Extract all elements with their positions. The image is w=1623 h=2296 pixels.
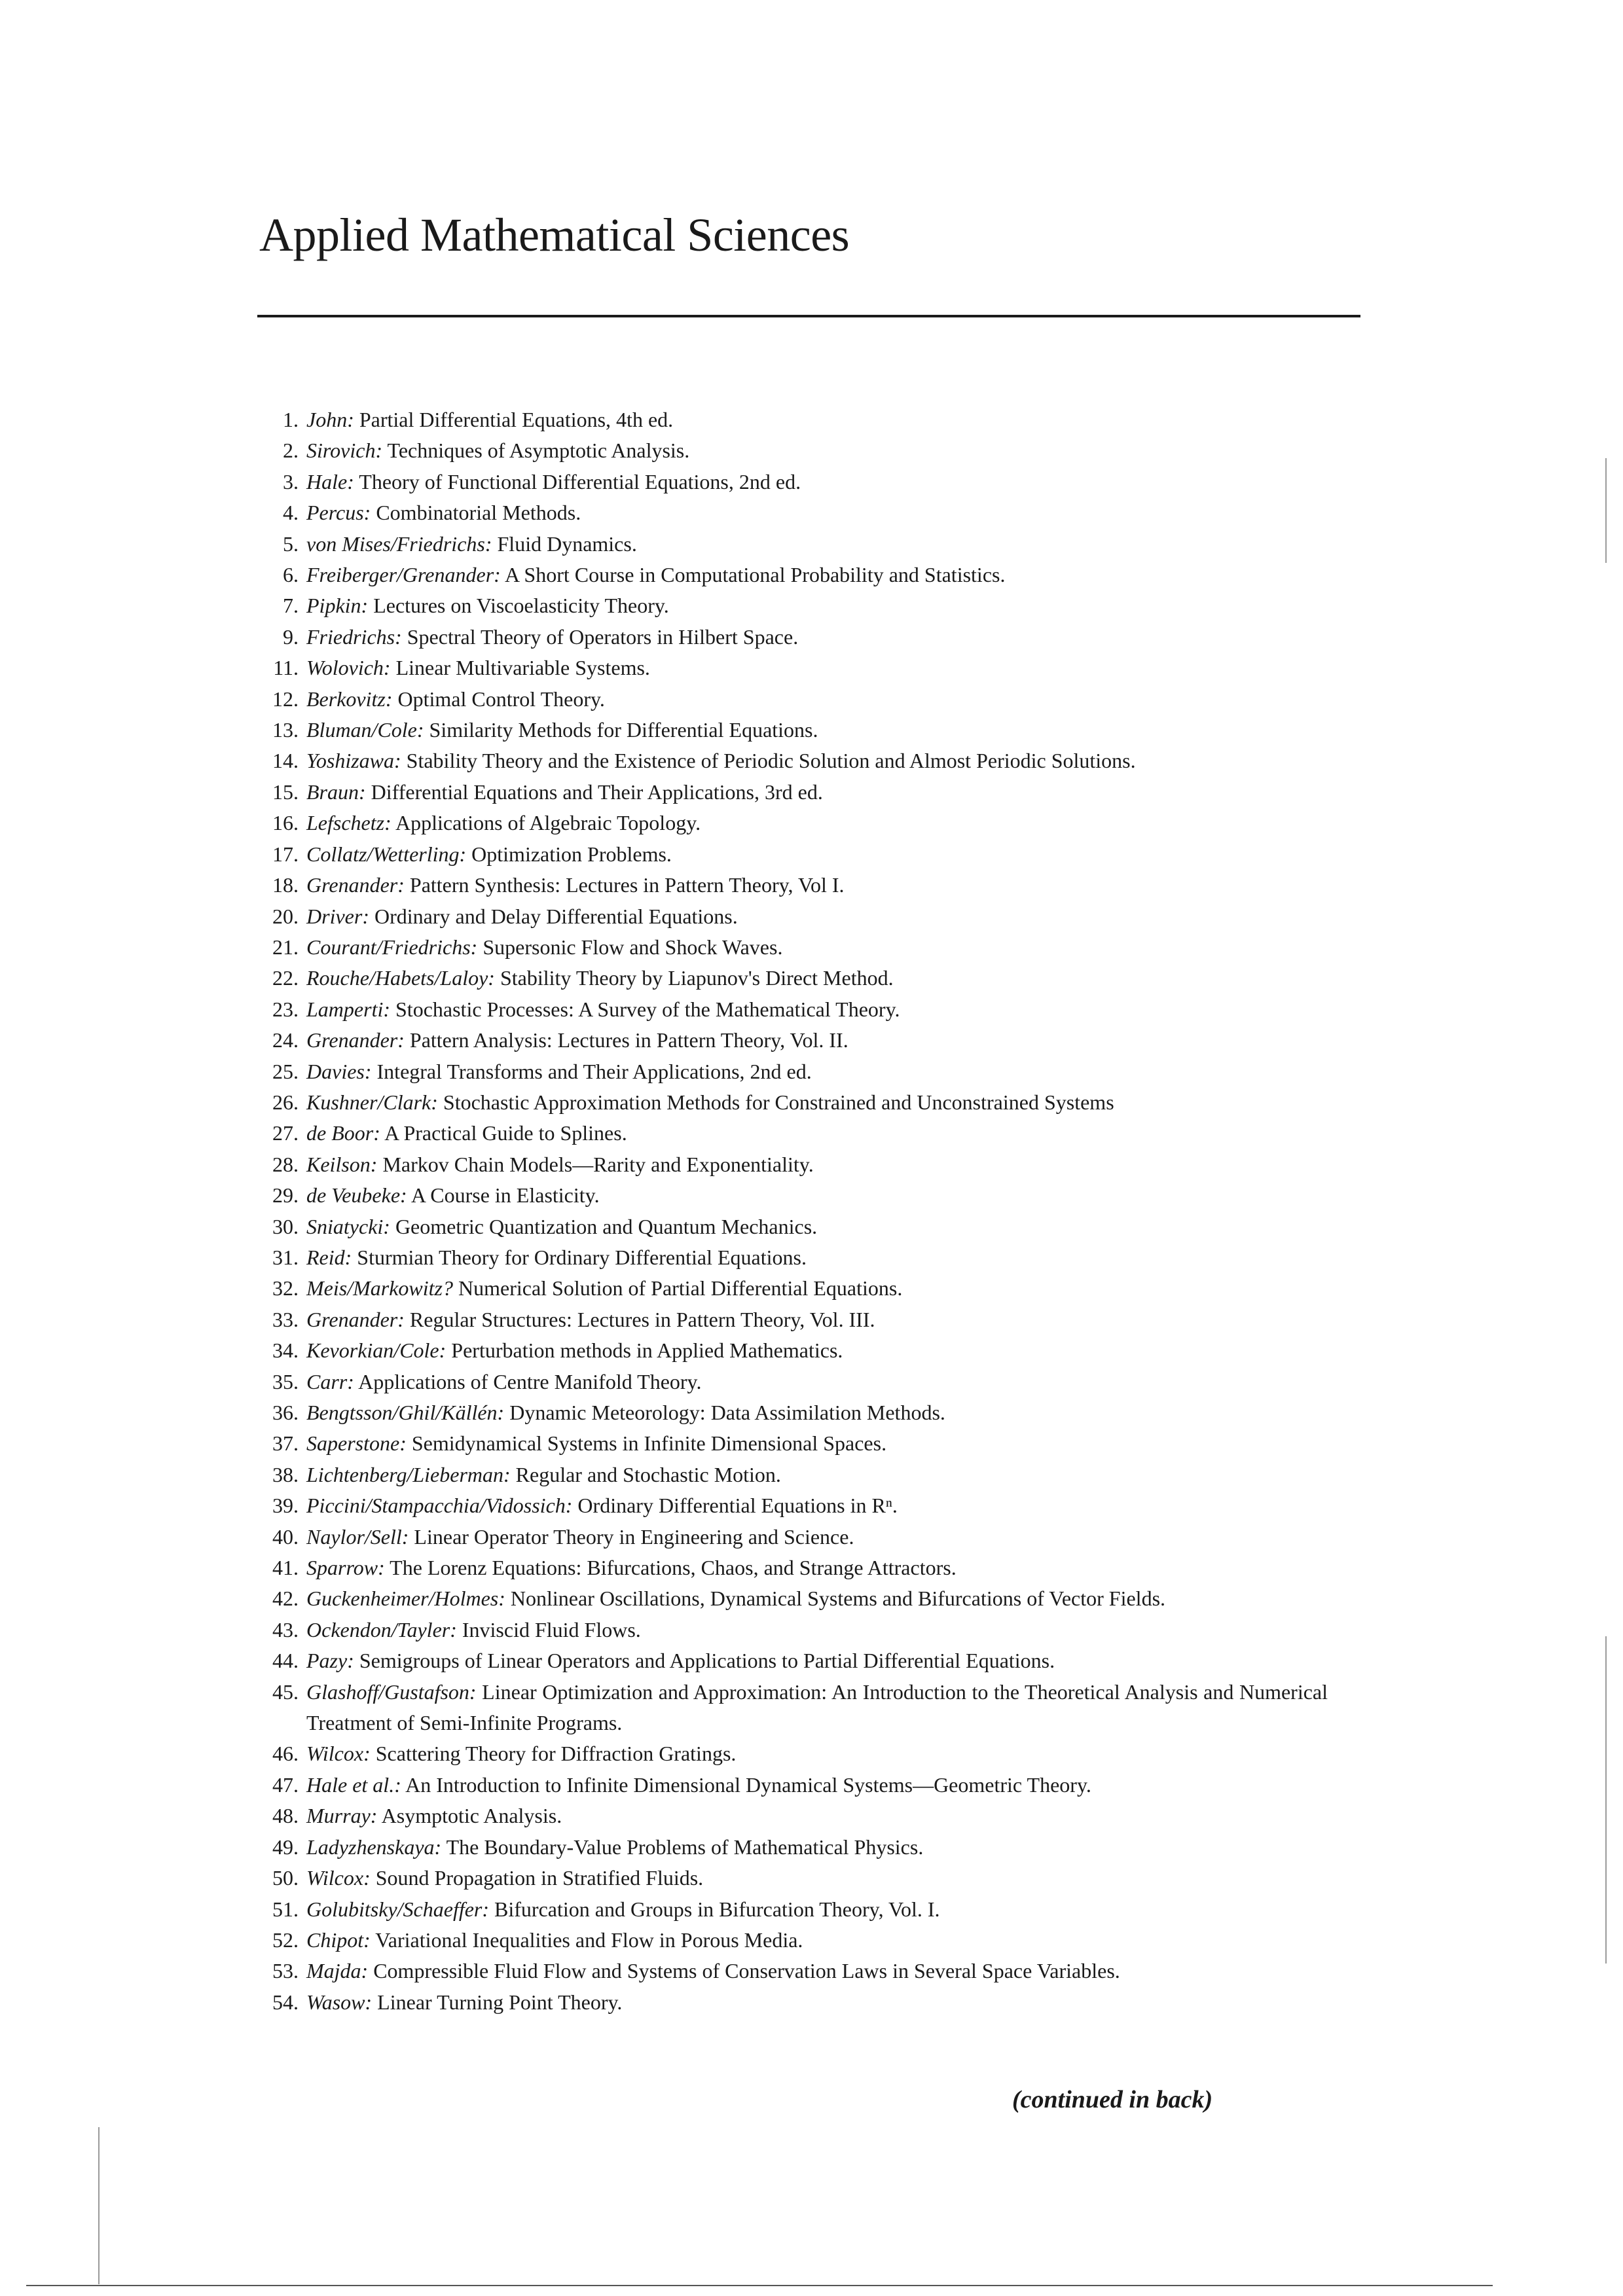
series-entry [257, 1428, 1370, 1459]
entry-title: Pattern Analysis: Lectures in Pattern Theory, Vol. II. [409, 1028, 848, 1052]
entry-text [299, 932, 1328, 963]
entry-text [299, 1460, 1328, 1490]
entry-number: 1. [283, 408, 299, 431]
entry-number: 5. [283, 531, 299, 556]
entry-title: Compressible Fluid Flow and Systems of Conservation Laws in Several Space Variables. [373, 1959, 1120, 1983]
series-entry [257, 1180, 1370, 1211]
series-entry [257, 745, 1370, 776]
series-entry [257, 932, 1370, 963]
series-entry [257, 1149, 1370, 1180]
entry-text [299, 1552, 1328, 1583]
entry-number: 30. [272, 1214, 299, 1238]
entry-text [299, 994, 1328, 1025]
entry-text [299, 1335, 1328, 1366]
entry-number: 26. [272, 1090, 299, 1114]
entry-title: Stability Theory by Liapunov's Direct Method. [500, 966, 894, 990]
entry-text [299, 404, 1328, 435]
entry-author: Lamperti: [306, 997, 390, 1021]
continued-note: (continued in back) [1012, 2086, 1213, 2113]
entry-title: Regular and Stochastic Motion. [515, 1462, 781, 1486]
entry-text [299, 435, 1328, 466]
entry-author: Courant/Friedrichs: [306, 935, 478, 959]
series-entry [257, 1925, 1370, 1956]
entry-title: Theory of Functional Differential Equations, 2nd ed. [359, 469, 801, 493]
entry-author: Wasow: [306, 1990, 373, 2014]
entry-number: 45. [272, 1679, 299, 1704]
entry-text [299, 1832, 1328, 1863]
entry-number: 35. [272, 1369, 299, 1393]
series-entry [257, 1522, 1370, 1552]
series-entry [257, 435, 1370, 466]
entry-author: Pazy: [306, 1649, 354, 1673]
entry-number: 39. [272, 1494, 299, 1518]
entry-number: 14. [272, 749, 299, 773]
series-entry [257, 901, 1370, 932]
entry-number: 16. [272, 811, 299, 835]
entry-title: A Course in Elasticity. [410, 1183, 600, 1208]
entry-number: 36. [272, 1401, 299, 1424]
entry-author: Driver: [306, 904, 369, 928]
entry-title: Fluid Dynamics. [497, 531, 637, 556]
series-entry [257, 467, 1370, 497]
entry-author: Sirovich: [306, 439, 383, 463]
entry-number: 25. [272, 1059, 299, 1083]
entry-text [299, 901, 1328, 932]
entry-author: Wilcox: [306, 1742, 371, 1766]
entry-author: Guckenheimer/Holmes: [306, 1587, 505, 1611]
entry-number: 2. [283, 439, 299, 463]
entry-title: A Practical Guide to Splines. [384, 1121, 627, 1145]
entry-text [299, 684, 1328, 715]
entry-title: Linear Turning Point Theory. [377, 1990, 623, 2014]
page-title: Applied Mathematical Sciences [259, 209, 850, 261]
entry-text [299, 1211, 1328, 1242]
entry-text [299, 1925, 1328, 1956]
entry-title: Sturmian Theory for Ordinary Differential Equations. [357, 1245, 807, 1269]
entry-text [299, 1273, 1328, 1304]
entry-text [299, 1149, 1328, 1180]
entry-title: Linear Operator Theory in Engineering and Science. [414, 1524, 854, 1549]
entry-text [299, 1894, 1328, 1925]
entry-text [299, 1583, 1328, 1614]
entry-title: Linear Optimization and Approximation: An Introduction to the Theoretical Analysis and Numerical Treatment of Semi-Infinite Programs. [306, 1679, 1328, 1735]
series-entry [257, 1211, 1370, 1242]
entry-number: 11. [273, 656, 299, 680]
entry-author: Percus: [306, 501, 371, 525]
entry-number: 21. [272, 935, 299, 959]
series-entry [257, 839, 1370, 870]
entry-text [299, 1087, 1328, 1118]
entry-number: 43. [272, 1617, 299, 1641]
series-entry [257, 684, 1370, 715]
series-entry [257, 1583, 1370, 1614]
entry-author: Saperstone: [306, 1431, 407, 1456]
series-entry [257, 560, 1370, 590]
entry-author: Meis/Markowitz? [306, 1276, 453, 1300]
entry-author: Majda: [306, 1959, 369, 1983]
entry-author: Yoshizawa: [306, 749, 401, 773]
entry-text [299, 1025, 1328, 1056]
entry-text [299, 1428, 1328, 1459]
entry-author: Wolovich: [306, 656, 391, 680]
entry-number: 12. [272, 687, 299, 711]
series-entry [257, 808, 1370, 838]
series-entry [257, 870, 1370, 901]
entry-author: Lefschetz: [306, 811, 392, 835]
entry-title: Lectures on Viscoelasticity Theory. [373, 594, 669, 618]
entry-text [299, 622, 1328, 653]
entry-title: Numerical Solution of Partial Differential Equations. [458, 1276, 903, 1300]
series-entry [257, 1304, 1370, 1335]
series-entry [257, 653, 1370, 683]
entry-author: Reid: [306, 1245, 352, 1269]
entry-author: John: [306, 408, 354, 431]
entry-number: 31. [272, 1245, 299, 1269]
entry-number: 17. [272, 842, 299, 866]
entry-number: 29. [272, 1183, 299, 1208]
entry-author: Grenander: [306, 873, 405, 897]
entry-title: Partial Differential Equations, 4th ed. [359, 408, 674, 431]
series-entry [257, 1770, 1370, 1801]
entry-title: Applications of Centre Manifold Theory. [358, 1369, 702, 1393]
entry-title: Perturbation methods in Applied Mathematics. [451, 1338, 843, 1363]
entry-title: Differential Equations and Their Applications, 3rd ed. [371, 780, 823, 804]
series-entry [257, 1956, 1370, 1986]
series-entry [257, 404, 1370, 435]
series-entry [257, 1242, 1370, 1273]
entry-text [299, 1956, 1328, 1986]
entry-number: 24. [272, 1028, 299, 1052]
entry-author: Sniatycki: [306, 1214, 390, 1238]
entry-number: 23. [272, 997, 299, 1021]
entry-text [299, 590, 1328, 621]
series-entry [257, 777, 1370, 808]
series-entry [257, 1025, 1370, 1056]
entry-author: Grenander: [306, 1028, 405, 1052]
entry-text [299, 1056, 1328, 1087]
entry-author: Grenander: [306, 1307, 405, 1331]
entry-title: Geometric Quantization and Quantum Mechanics. [395, 1214, 818, 1238]
entry-author: Bengtsson/Ghil/Källén: [306, 1401, 505, 1424]
entry-author: Hale: [306, 469, 354, 493]
entry-number: 13. [272, 718, 299, 742]
entry-author: de Boor: [306, 1121, 380, 1145]
entry-number: 28. [272, 1152, 299, 1176]
entry-number: 20. [272, 904, 299, 928]
series-entry [257, 1645, 1370, 1676]
entry-title: Markov Chain Models—Rarity and Exponentiality. [382, 1152, 814, 1176]
entry-author: Berkovitz: [306, 687, 393, 711]
entry-text [299, 497, 1328, 528]
entry-number: 34. [272, 1338, 299, 1363]
entry-title: Semigroups of Linear Operators and Applications to Partial Differential Equations. [359, 1649, 1055, 1673]
entry-author: Keilson: [306, 1152, 378, 1176]
entry-title: Pattern Synthesis: Lectures in Pattern Theory, Vol I. [409, 873, 845, 897]
entry-number: 47. [272, 1772, 299, 1797]
entry-number: 22. [272, 966, 299, 990]
entry-text [299, 1242, 1328, 1273]
entry-number: 18. [272, 873, 299, 897]
entry-author: Hale et al.: [306, 1772, 401, 1797]
entry-number: 15. [272, 780, 299, 804]
entry-number: 27. [272, 1121, 299, 1145]
entry-author: Braun: [306, 780, 366, 804]
title-rule [257, 315, 1360, 317]
right-margin-line-lower [1605, 1636, 1607, 1964]
series-entry [257, 497, 1370, 528]
series-entry [257, 1894, 1370, 1925]
entry-title: Optimal Control Theory. [397, 687, 605, 711]
entry-title: Scattering Theory for Diffraction Gratings. [375, 1742, 737, 1766]
entry-author: von Mises/Friedrichs: [306, 531, 492, 556]
entry-title: Combinatorial Methods. [376, 501, 581, 525]
entry-text [299, 529, 1328, 560]
entry-text [299, 467, 1328, 497]
entry-author: Ladyzhenskaya: [306, 1835, 442, 1859]
entry-author: Kushner/Clark: [306, 1090, 438, 1114]
entry-title: Bifurcation and Groups in Bifurcation Theory, Vol. I. [494, 1897, 940, 1921]
right-margin-line-upper [1605, 458, 1607, 563]
series-entry [257, 1118, 1370, 1149]
entry-title: An Introduction to Infinite Dimensional Dynamical Systems—Geometric Theory. [405, 1772, 1091, 1797]
series-entry [257, 590, 1370, 621]
entry-number: 51. [272, 1897, 299, 1921]
entry-number: 4. [283, 501, 299, 525]
entry-number: 9. [283, 624, 299, 649]
entry-title: Variational Inequalities and Flow in Porous Media. [375, 1928, 803, 1952]
entry-title: Ordinary Differential Equations in Rⁿ. [577, 1494, 898, 1518]
entry-text [299, 963, 1328, 994]
entry-title: Dynamic Meteorology: Data Assimilation Methods. [509, 1401, 945, 1424]
entry-number: 3. [283, 469, 299, 493]
entry-text [299, 1180, 1328, 1211]
entry-text [299, 808, 1328, 838]
series-entry [257, 1552, 1370, 1583]
entry-author: Rouche/Habets/Laloy: [306, 966, 495, 990]
left-margin-line [98, 2127, 100, 2284]
entry-text [299, 1770, 1328, 1801]
entry-title: Integral Transforms and Their Applications, 2nd ed. [376, 1059, 812, 1083]
entry-text [299, 1863, 1328, 1893]
entry-author: Lichtenberg/Lieberman: [306, 1462, 511, 1486]
entry-author: Ockendon/Tayler: [306, 1617, 457, 1641]
entry-title: Optimization Problems. [471, 842, 672, 866]
entry-text [299, 1118, 1328, 1149]
series-entry [257, 1738, 1370, 1769]
entry-text [299, 1304, 1328, 1335]
series-entry [257, 1832, 1370, 1863]
entry-text [299, 1490, 1328, 1521]
series-entry [257, 1056, 1370, 1087]
entry-author: Wilcox: [306, 1866, 371, 1890]
entry-text [299, 870, 1328, 901]
entry-author: Bluman/Cole: [306, 718, 424, 742]
entry-author: Friedrichs: [306, 624, 402, 649]
entry-title: The Lorenz Equations: Bifurcations, Chaos, and Strange Attractors. [390, 1556, 957, 1580]
entry-number: 42. [272, 1587, 299, 1611]
entry-title: A Short Course in Computational Probability and Statistics. [505, 563, 1006, 587]
entry-text [299, 1522, 1328, 1552]
series-entry [257, 1397, 1370, 1428]
entry-author: Sparrow: [306, 1556, 385, 1580]
entry-author: Glashoff/Gustafson: [306, 1679, 477, 1704]
entry-title: Semidynamical Systems in Infinite Dimensional Spaces. [411, 1431, 887, 1456]
series-entry [257, 715, 1370, 745]
entry-author: Naylor/Sell: [306, 1524, 409, 1549]
entry-title: Nonlinear Oscillations, Dynamical Systems and Bifurcations of Vector Fields. [510, 1587, 1166, 1611]
entry-number: 6. [283, 563, 299, 587]
entry-number: 53. [272, 1959, 299, 1983]
entry-title: Sound Propagation in Stratified Fluids. [375, 1866, 704, 1890]
entry-title: Spectral Theory of Operators in Hilbert Space. [407, 624, 799, 649]
entry-title: Stability Theory and the Existence of Periodic Solution and Almost Periodic Solutions. [406, 749, 1136, 773]
entry-text [299, 1987, 1328, 2018]
entry-title: Regular Structures: Lectures in Pattern Theory, Vol. III. [409, 1307, 875, 1331]
entry-number: 52. [272, 1928, 299, 1952]
entry-text [299, 1645, 1328, 1676]
entry-author: de Veubeke: [306, 1183, 407, 1208]
entry-number: 44. [272, 1649, 299, 1673]
entry-title: Supersonic Flow and Shock Waves. [483, 935, 783, 959]
entry-text [299, 560, 1328, 590]
series-entry [257, 994, 1370, 1025]
entry-author: Davies: [306, 1059, 372, 1083]
series-entry [257, 1490, 1370, 1521]
footer-rule [26, 2285, 1493, 2286]
series-entry [257, 1615, 1370, 1645]
entry-title: Stochastic Processes: A Survey of the Mathematical Theory. [395, 997, 900, 1021]
entry-number: 49. [272, 1835, 299, 1859]
series-entry [257, 1987, 1370, 2018]
entry-text [299, 1615, 1328, 1645]
series-entry [257, 1460, 1370, 1490]
entry-author: Pipkin: [306, 594, 369, 618]
series-list [257, 404, 1370, 2018]
entry-text [299, 1397, 1328, 1428]
entry-text [299, 1738, 1328, 1769]
entry-text [299, 715, 1328, 745]
entry-title: Inviscid Fluid Flows. [462, 1617, 641, 1641]
entry-text [299, 745, 1328, 776]
entry-number: 37. [272, 1431, 299, 1456]
entry-number: 50. [272, 1866, 299, 1890]
entry-title: Techniques of Asymptotic Analysis. [387, 439, 690, 463]
series-entry [257, 1273, 1370, 1304]
series-entry [257, 1335, 1370, 1366]
series-entry [257, 1367, 1370, 1397]
series-entry [257, 1863, 1370, 1893]
entry-title: Linear Multivariable Systems. [395, 656, 650, 680]
series-entry [257, 1087, 1370, 1118]
series-entry [257, 963, 1370, 994]
entry-author: Freiberger/Grenander: [306, 563, 501, 587]
entry-title: Ordinary and Delay Differential Equations. [374, 904, 738, 928]
entry-text [299, 653, 1328, 683]
entry-title: Similarity Methods for Differential Equations. [429, 718, 818, 742]
entry-author: Carr: [306, 1369, 354, 1393]
series-entry [257, 1677, 1370, 1739]
entry-author: Chipot: [306, 1928, 371, 1952]
entry-author: Piccini/Stampacchia/Vidossich: [306, 1494, 573, 1518]
entry-author: Golubitsky/Schaeffer: [306, 1897, 490, 1921]
entry-number: 38. [272, 1462, 299, 1486]
entry-text [299, 1801, 1328, 1831]
entry-author: Collatz/Wetterling: [306, 842, 467, 866]
entry-title: Stochastic Approximation Methods for Constrained and Unconstrained Systems [443, 1090, 1114, 1114]
entry-text [299, 1677, 1328, 1739]
entry-text [299, 777, 1328, 808]
entry-number: 46. [272, 1742, 299, 1766]
entry-author: Kevorkian/Cole: [306, 1338, 447, 1363]
entry-number: 40. [272, 1524, 299, 1549]
entry-number: 33. [272, 1307, 299, 1331]
series-entry [257, 1801, 1370, 1831]
entry-number: 7. [283, 594, 299, 618]
entry-number: 48. [272, 1804, 299, 1828]
series-entry [257, 529, 1370, 560]
entry-number: 54. [272, 1990, 299, 2014]
entry-number: 32. [272, 1276, 299, 1300]
entry-title: Asymptotic Analysis. [381, 1804, 562, 1828]
entry-title: Applications of Algebraic Topology. [395, 811, 701, 835]
entry-author: Murray: [306, 1804, 378, 1828]
entry-number: 41. [272, 1556, 299, 1580]
entry-text [299, 1367, 1328, 1397]
entry-title: The Boundary-Value Problems of Mathematical Physics. [446, 1835, 924, 1859]
series-entry [257, 622, 1370, 653]
entry-text [299, 839, 1328, 870]
